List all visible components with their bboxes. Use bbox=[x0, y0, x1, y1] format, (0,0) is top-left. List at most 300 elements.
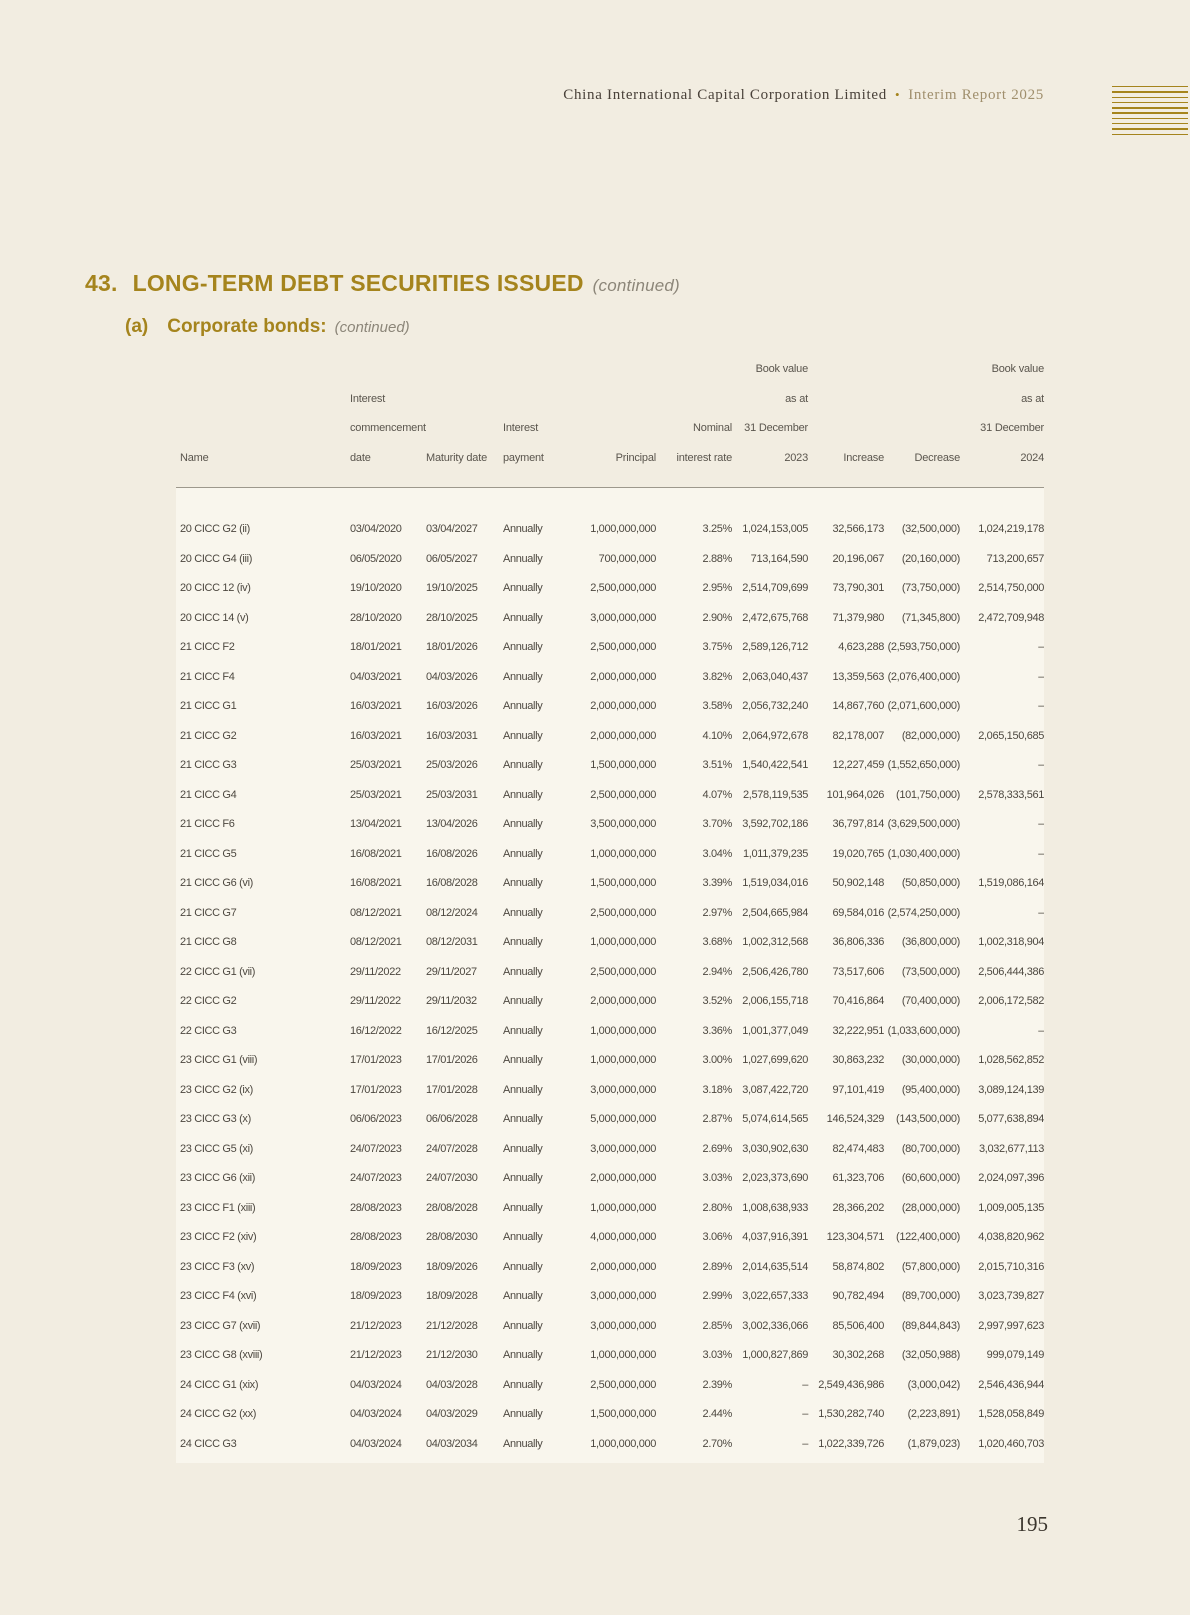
cell-nominal-interest-rate: 4.10% bbox=[702, 729, 732, 742]
section-title: LONG-TERM DEBT SECURITIES ISSUED bbox=[132, 270, 584, 296]
table-row bbox=[176, 633, 1044, 663]
corporate-bonds-table bbox=[176, 355, 1044, 1463]
table-row bbox=[176, 1046, 1044, 1076]
cell-name: 24 CICC G3 bbox=[180, 1437, 237, 1450]
cell-nominal-interest-rate: 2.88% bbox=[702, 552, 732, 565]
cell-decrease: (89,844,843) bbox=[901, 1319, 960, 1332]
cicc-lines-logo-icon bbox=[1112, 86, 1188, 139]
cell-name: 21 CICC G2 bbox=[180, 729, 237, 742]
cell-book-value-2024: – bbox=[1038, 641, 1044, 653]
cell-book-value-2023: 2,506,426,780 bbox=[742, 965, 808, 978]
cell-interest-payment: Annually bbox=[503, 1083, 543, 1096]
cell-interest-payment: Annually bbox=[503, 995, 543, 1007]
cell-nominal-interest-rate: 2.39% bbox=[702, 1378, 732, 1391]
cell-book-value-2024: 3,032,677,113 bbox=[979, 1142, 1044, 1155]
report-title: Interim Report 2025 bbox=[908, 87, 1044, 103]
cell-nominal-interest-rate: 2.87% bbox=[702, 1113, 732, 1125]
cell-maturity-date: 16/03/2026 bbox=[426, 700, 478, 712]
cell-principal: 1,000,000,000 bbox=[590, 1349, 656, 1361]
cell-principal: 2,500,000,000 bbox=[590, 582, 656, 594]
cell-book-value-2024: 2,514,750,000 bbox=[978, 582, 1044, 594]
cell-maturity-date: 08/12/2031 bbox=[426, 936, 478, 948]
cell-maturity-date: 17/01/2026 bbox=[426, 1054, 478, 1066]
cell-increase: 97,101,419 bbox=[832, 1083, 884, 1096]
cell-increase: 13,359,563 bbox=[832, 670, 884, 683]
cell-decrease: (3,629,500,000) bbox=[887, 818, 960, 830]
cell-interest-payment: Annually bbox=[503, 700, 543, 712]
cell-decrease: (20,160,000) bbox=[901, 552, 960, 565]
cell-name: 21 CICC G8 bbox=[180, 936, 237, 948]
cell-name: 23 CICC F1 (xiii) bbox=[180, 1201, 256, 1214]
cell-interest-commencement-date: 24/07/2023 bbox=[350, 1142, 402, 1155]
cell-name: 21 CICC G7 bbox=[180, 906, 237, 919]
cell-increase: 71,379,980 bbox=[832, 611, 884, 624]
cell-interest-commencement-date: 18/09/2023 bbox=[350, 1290, 402, 1302]
cell-decrease: (89,700,000) bbox=[901, 1290, 960, 1302]
cell-decrease: (57,800,000) bbox=[901, 1260, 960, 1273]
cell-interest-payment: Annually bbox=[503, 1054, 543, 1066]
cell-increase: 146,524,329 bbox=[826, 1113, 884, 1125]
cell-interest-commencement-date: 16/08/2021 bbox=[350, 877, 402, 889]
cell-book-value-2024: 3,089,124,139 bbox=[978, 1083, 1044, 1096]
cell-principal: 2,000,000,000 bbox=[590, 700, 656, 712]
cell-book-value-2024: – bbox=[1038, 1024, 1044, 1037]
cell-principal: 5,000,000,000 bbox=[590, 1113, 656, 1125]
cell-nominal-interest-rate: 2.97% bbox=[702, 906, 732, 919]
cell-maturity-date: 21/12/2028 bbox=[426, 1319, 478, 1332]
cell-increase: 82,474,483 bbox=[832, 1142, 884, 1155]
cell-decrease: (3,000,042) bbox=[907, 1378, 960, 1391]
cell-nominal-interest-rate: 2.89% bbox=[702, 1260, 732, 1273]
cell-name: 23 CICC F2 (xiv) bbox=[180, 1231, 257, 1243]
cell-interest-commencement-date: 21/12/2023 bbox=[350, 1319, 402, 1332]
cell-book-value-2023: 2,472,675,768 bbox=[742, 611, 808, 624]
section-continued-note: (continued) bbox=[592, 276, 680, 295]
column-header-increase: Increase bbox=[843, 451, 884, 464]
table-body bbox=[176, 488, 1044, 1463]
cell-maturity-date: 28/08/2028 bbox=[426, 1201, 478, 1214]
cell-increase: 85,506,400 bbox=[832, 1319, 884, 1332]
cell-interest-commencement-date: 28/10/2020 bbox=[350, 611, 402, 624]
table-row bbox=[176, 1164, 1044, 1194]
column-header-interest-commencement-date: Interest commencement date bbox=[350, 392, 426, 464]
cell-interest-commencement-date: 03/04/2020 bbox=[350, 523, 402, 535]
cell-book-value-2023: 2,063,040,437 bbox=[742, 670, 808, 683]
cell-book-value-2023: 3,592,702,186 bbox=[742, 818, 808, 830]
cell-interest-payment: Annually bbox=[503, 1260, 543, 1273]
cell-increase: 2,549,436,986 bbox=[818, 1378, 884, 1391]
cell-book-value-2023: 1,001,377,049 bbox=[742, 1024, 808, 1037]
cell-decrease: (101,750,000) bbox=[896, 788, 960, 801]
cell-book-value-2024: 2,015,710,316 bbox=[978, 1260, 1044, 1273]
cell-increase: 1,022,339,726 bbox=[818, 1437, 884, 1450]
cell-interest-commencement-date: 18/09/2023 bbox=[350, 1260, 402, 1273]
cell-principal: 2,500,000,000 bbox=[590, 965, 656, 978]
cell-name: 23 CICC G8 (xviii) bbox=[180, 1349, 263, 1361]
cell-book-value-2023: 3,030,902,630 bbox=[742, 1142, 808, 1155]
column-header-name: Name bbox=[180, 451, 209, 464]
table-row bbox=[176, 1312, 1044, 1342]
cell-interest-payment: Annually bbox=[503, 641, 543, 653]
cell-principal: 1,500,000,000 bbox=[590, 877, 656, 889]
section-number: 43. bbox=[85, 270, 118, 296]
table-row bbox=[176, 1371, 1044, 1401]
cell-interest-commencement-date: 25/03/2021 bbox=[350, 759, 402, 771]
cell-maturity-date: 24/07/2030 bbox=[426, 1172, 478, 1184]
table-row bbox=[176, 1282, 1044, 1312]
cell-maturity-date: 03/04/2027 bbox=[426, 523, 478, 535]
cell-increase: 123,304,571 bbox=[826, 1231, 884, 1243]
cell-principal: 1,000,000,000 bbox=[590, 1054, 656, 1066]
cell-book-value-2023: 1,008,638,933 bbox=[742, 1201, 808, 1214]
cell-maturity-date: 04/03/2029 bbox=[426, 1408, 478, 1420]
cell-nominal-interest-rate: 3.70% bbox=[702, 818, 732, 830]
cell-name: 21 CICC F2 bbox=[180, 641, 235, 653]
cell-book-value-2024: – bbox=[1038, 818, 1044, 830]
table-row bbox=[176, 1135, 1044, 1165]
cell-nominal-interest-rate: 3.00% bbox=[702, 1054, 732, 1066]
cell-increase: 73,517,606 bbox=[832, 965, 884, 978]
cell-name: 24 CICC G1 (xix) bbox=[180, 1378, 259, 1391]
table-row bbox=[176, 869, 1044, 899]
cell-interest-commencement-date: 29/11/2022 bbox=[350, 995, 401, 1007]
cell-maturity-date: 08/12/2024 bbox=[426, 906, 478, 919]
cell-name: 23 CICC F4 (xvi) bbox=[180, 1290, 257, 1302]
cell-book-value-2023: 4,037,916,391 bbox=[742, 1231, 808, 1243]
cell-nominal-interest-rate: 2.90% bbox=[702, 611, 732, 624]
cell-nominal-interest-rate: 2.95% bbox=[702, 582, 732, 594]
company-name: China International Capital Corporation Limited bbox=[563, 87, 887, 103]
cell-maturity-date: 04/03/2034 bbox=[426, 1437, 478, 1450]
cell-nominal-interest-rate: 2.70% bbox=[702, 1437, 732, 1450]
cell-principal: 1,000,000,000 bbox=[590, 1437, 656, 1450]
cell-increase: 12,227,459 bbox=[832, 759, 884, 771]
cell-name: 23 CICC G3 (x) bbox=[180, 1113, 251, 1125]
cell-decrease: (2,593,750,000) bbox=[887, 641, 960, 653]
table-row bbox=[176, 810, 1044, 840]
cell-interest-payment: Annually bbox=[503, 1378, 543, 1391]
cell-book-value-2023: 713,164,590 bbox=[750, 552, 808, 565]
table-row bbox=[176, 928, 1044, 958]
cell-interest-payment: Annually bbox=[503, 1349, 543, 1361]
cell-book-value-2024: 1,024,219,178 bbox=[978, 523, 1044, 535]
cell-principal: 2,500,000,000 bbox=[590, 1378, 656, 1391]
cell-interest-commencement-date: 16/12/2022 bbox=[350, 1024, 402, 1037]
cell-name: 20 CICC 12 (iv) bbox=[180, 582, 251, 594]
cell-principal: 2,000,000,000 bbox=[590, 729, 656, 742]
cell-principal: 2,500,000,000 bbox=[590, 788, 656, 801]
cell-name: 20 CICC G4 (iii) bbox=[180, 552, 253, 565]
cell-interest-commencement-date: 16/08/2021 bbox=[350, 847, 402, 860]
cell-interest-payment: Annually bbox=[503, 582, 543, 594]
cell-maturity-date: 18/01/2026 bbox=[426, 641, 478, 653]
cell-increase: 32,566,173 bbox=[832, 523, 884, 535]
table-row bbox=[176, 1223, 1044, 1253]
cell-nominal-interest-rate: 3.75% bbox=[702, 641, 732, 653]
table-row bbox=[176, 1017, 1044, 1047]
cell-maturity-date: 19/10/2025 bbox=[426, 582, 478, 594]
cell-name: 21 CICC G6 (vi) bbox=[180, 877, 253, 889]
cell-name: 23 CICC G2 (ix) bbox=[180, 1083, 253, 1096]
cell-interest-commencement-date: 16/03/2021 bbox=[350, 729, 402, 742]
cell-decrease: (1,030,400,000) bbox=[887, 847, 960, 860]
cell-book-value-2023: 5,074,614,565 bbox=[742, 1113, 808, 1125]
cell-increase: 50,902,148 bbox=[832, 877, 884, 889]
cell-increase: 30,302,268 bbox=[832, 1349, 884, 1361]
cell-decrease: (73,500,000) bbox=[901, 965, 960, 978]
cell-book-value-2024: 2,997,997,623 bbox=[978, 1319, 1044, 1332]
table-row bbox=[176, 515, 1044, 545]
cell-name: 21 CICC G3 bbox=[180, 759, 237, 771]
cell-maturity-date: 04/03/2026 bbox=[426, 670, 478, 683]
cell-book-value-2023: 2,023,373,690 bbox=[742, 1172, 808, 1184]
cell-interest-payment: Annually bbox=[503, 788, 543, 801]
cell-maturity-date: 18/09/2028 bbox=[426, 1290, 478, 1302]
cell-name: 20 CICC 14 (v) bbox=[180, 611, 249, 624]
cell-maturity-date: 16/08/2026 bbox=[426, 847, 478, 860]
cell-principal: 1,500,000,000 bbox=[590, 759, 656, 771]
cell-book-value-2024: 4,038,820,962 bbox=[978, 1231, 1044, 1243]
cell-nominal-interest-rate: 3.36% bbox=[702, 1024, 732, 1037]
table-row bbox=[176, 574, 1044, 604]
cell-increase: 61,323,706 bbox=[832, 1172, 884, 1184]
cell-nominal-interest-rate: 3.58% bbox=[702, 700, 732, 712]
table-row bbox=[176, 692, 1044, 722]
cell-interest-payment: Annually bbox=[503, 1290, 543, 1302]
cell-maturity-date: 17/01/2028 bbox=[426, 1083, 478, 1096]
cell-name: 21 CICC G4 bbox=[180, 788, 237, 801]
cell-book-value-2024: – bbox=[1038, 906, 1044, 919]
cell-interest-commencement-date: 24/07/2023 bbox=[350, 1172, 402, 1184]
cell-nominal-interest-rate: 2.85% bbox=[702, 1319, 732, 1332]
cell-interest-commencement-date: 21/12/2023 bbox=[350, 1349, 402, 1361]
cell-book-value-2023: – bbox=[802, 1437, 808, 1450]
cell-principal: 3,500,000,000 bbox=[590, 818, 656, 830]
cell-interest-commencement-date: 28/08/2023 bbox=[350, 1201, 402, 1214]
cell-book-value-2024: 2,506,444,386 bbox=[978, 965, 1044, 978]
cell-nominal-interest-rate: 2.94% bbox=[702, 965, 732, 978]
cell-decrease: (122,400,000) bbox=[896, 1231, 960, 1243]
cell-interest-payment: Annually bbox=[503, 818, 543, 830]
cell-increase: 101,964,026 bbox=[826, 788, 884, 801]
cell-interest-payment: Annually bbox=[503, 906, 543, 919]
subsection-continued-note: (continued) bbox=[334, 319, 410, 336]
cell-book-value-2023: 1,540,422,541 bbox=[742, 759, 808, 771]
cell-book-value-2023: 2,578,119,535 bbox=[743, 788, 808, 801]
cell-decrease: (28,000,000) bbox=[901, 1201, 960, 1214]
cell-interest-payment: Annually bbox=[503, 1201, 543, 1214]
cell-nominal-interest-rate: 2.80% bbox=[702, 1201, 732, 1214]
cell-maturity-date: 04/03/2028 bbox=[426, 1378, 478, 1391]
subsection-title: Corporate bonds: bbox=[167, 316, 327, 337]
cell-book-value-2024: – bbox=[1038, 700, 1044, 712]
cell-maturity-date: 28/08/2030 bbox=[426, 1231, 478, 1243]
cell-name: 22 CICC G3 bbox=[180, 1024, 237, 1037]
cell-nominal-interest-rate: 3.52% bbox=[702, 995, 732, 1007]
cell-increase: 70,416,864 bbox=[832, 995, 884, 1007]
cell-nominal-interest-rate: 2.99% bbox=[702, 1290, 732, 1302]
report-header bbox=[563, 87, 1044, 104]
cell-book-value-2023: 1,027,699,620 bbox=[742, 1054, 808, 1066]
table-row bbox=[176, 751, 1044, 781]
cell-increase: 69,584,016 bbox=[832, 906, 884, 919]
cell-book-value-2024: 1,002,318,904 bbox=[978, 936, 1044, 948]
cell-name: 21 CICC G5 bbox=[180, 847, 237, 860]
cell-name: 22 CICC G2 bbox=[180, 995, 237, 1007]
table-row bbox=[176, 899, 1044, 929]
cell-book-value-2024: 5,077,638,894 bbox=[978, 1113, 1044, 1125]
cell-principal: 3,000,000,000 bbox=[590, 1083, 656, 1096]
cell-nominal-interest-rate: 3.39% bbox=[702, 877, 732, 889]
cell-nominal-interest-rate: 3.51% bbox=[702, 759, 732, 771]
cell-decrease: (32,050,988) bbox=[901, 1349, 960, 1361]
cell-interest-commencement-date: 06/06/2023 bbox=[350, 1113, 402, 1125]
cell-principal: 1,000,000,000 bbox=[590, 1201, 656, 1214]
cell-interest-commencement-date: 19/10/2020 bbox=[350, 582, 402, 594]
cell-book-value-2024: 999,079,149 bbox=[986, 1349, 1044, 1361]
cell-interest-payment: Annually bbox=[503, 1408, 543, 1420]
table-row bbox=[176, 604, 1044, 634]
cell-interest-payment: Annually bbox=[503, 1319, 543, 1332]
cell-increase: 58,874,802 bbox=[832, 1260, 884, 1273]
cell-book-value-2023: 2,014,635,514 bbox=[742, 1260, 808, 1273]
cell-interest-payment: Annually bbox=[503, 759, 543, 771]
cell-interest-commencement-date: 16/03/2021 bbox=[350, 700, 402, 712]
cell-maturity-date: 13/04/2026 bbox=[426, 818, 478, 830]
cell-name: 21 CICC G1 bbox=[180, 700, 237, 712]
cell-book-value-2024: 2,546,436,944 bbox=[978, 1378, 1044, 1391]
cell-name: 22 CICC G1 (vii) bbox=[180, 965, 256, 978]
cell-decrease: (2,071,600,000) bbox=[887, 700, 960, 712]
cell-decrease: (70,400,000) bbox=[901, 995, 960, 1007]
cell-interest-payment: Annually bbox=[503, 1231, 543, 1243]
cell-book-value-2023: 2,514,709,699 bbox=[742, 582, 808, 594]
cell-nominal-interest-rate: 3.82% bbox=[702, 670, 732, 683]
cell-interest-payment: Annually bbox=[503, 523, 543, 535]
table-row bbox=[176, 663, 1044, 693]
cell-interest-commencement-date: 08/12/2021 bbox=[350, 906, 402, 919]
cell-interest-payment: Annually bbox=[503, 552, 543, 565]
cell-principal: 700,000,000 bbox=[598, 552, 656, 565]
cell-name: 20 CICC G2 (ii) bbox=[180, 523, 250, 535]
table-row bbox=[176, 840, 1044, 870]
cell-principal: 2,000,000,000 bbox=[590, 1172, 656, 1184]
table-row bbox=[176, 1105, 1044, 1135]
table-row bbox=[176, 1253, 1044, 1283]
cell-principal: 1,000,000,000 bbox=[590, 936, 656, 948]
cell-increase: 36,797,814 bbox=[832, 818, 884, 830]
cell-principal: 2,500,000,000 bbox=[590, 906, 656, 919]
cell-book-value-2023: 2,064,972,678 bbox=[742, 729, 808, 742]
cell-principal: 3,000,000,000 bbox=[590, 1142, 656, 1155]
cell-interest-commencement-date: 28/08/2023 bbox=[350, 1231, 402, 1243]
cell-interest-commencement-date: 25/03/2021 bbox=[350, 788, 402, 801]
cell-decrease: (1,879,023) bbox=[907, 1437, 960, 1450]
page-number: 195 bbox=[1016, 1512, 1048, 1536]
cell-increase: 90,782,494 bbox=[832, 1290, 884, 1302]
cell-increase: 19,020,765 bbox=[832, 847, 884, 860]
column-header-interest-payment: Interest payment bbox=[503, 422, 544, 464]
cell-decrease: (2,223,891) bbox=[907, 1408, 960, 1420]
cell-maturity-date: 06/05/2027 bbox=[426, 552, 478, 565]
cell-nominal-interest-rate: 3.03% bbox=[702, 1349, 732, 1361]
cell-decrease: (82,000,000) bbox=[901, 729, 960, 742]
cell-interest-commencement-date: 04/03/2024 bbox=[350, 1408, 402, 1420]
cell-increase: 30,863,232 bbox=[832, 1054, 884, 1066]
cell-book-value-2024: 1,009,005,135 bbox=[978, 1201, 1044, 1214]
cell-principal: 1,000,000,000 bbox=[590, 1024, 656, 1037]
column-header-nominal-interest-rate: Nominal interest rate bbox=[676, 422, 732, 464]
cell-interest-commencement-date: 06/05/2020 bbox=[350, 552, 402, 565]
subsection-heading bbox=[125, 316, 410, 338]
cell-nominal-interest-rate: 3.03% bbox=[702, 1172, 732, 1184]
cell-interest-payment: Annually bbox=[503, 611, 543, 624]
cell-increase: 32,222,951 bbox=[832, 1024, 884, 1037]
cell-nominal-interest-rate: 3.25% bbox=[702, 523, 732, 535]
cell-name: 23 CICC G6 (xii) bbox=[180, 1172, 256, 1184]
cell-increase: 73,790,301 bbox=[832, 582, 884, 594]
cell-name: 23 CICC F3 (xv) bbox=[180, 1260, 255, 1273]
cell-principal: 2,000,000,000 bbox=[590, 670, 656, 683]
cell-book-value-2024: – bbox=[1038, 847, 1044, 860]
cell-book-value-2024: 1,020,460,703 bbox=[978, 1437, 1044, 1450]
table-row bbox=[176, 781, 1044, 811]
cell-decrease: (143,500,000) bbox=[896, 1113, 960, 1125]
cell-interest-commencement-date: 29/11/2022 bbox=[350, 965, 401, 978]
cell-name: 23 CICC G1 (viii) bbox=[180, 1054, 258, 1066]
cell-principal: 2,000,000,000 bbox=[590, 995, 656, 1007]
cell-principal: 3,000,000,000 bbox=[590, 1290, 656, 1302]
cell-maturity-date: 25/03/2031 bbox=[426, 788, 478, 801]
cell-decrease: (30,000,000) bbox=[901, 1054, 960, 1066]
cell-nominal-interest-rate: 2.69% bbox=[702, 1142, 732, 1155]
cell-book-value-2024: 2,006,172,582 bbox=[978, 995, 1044, 1007]
cell-maturity-date: 28/10/2025 bbox=[426, 611, 478, 624]
cell-name: 24 CICC G2 (xx) bbox=[180, 1408, 257, 1420]
cell-decrease: (2,076,400,000) bbox=[887, 670, 960, 683]
table-row bbox=[176, 987, 1044, 1017]
cell-increase: 1,530,282,740 bbox=[818, 1408, 884, 1420]
cell-principal: 2,000,000,000 bbox=[590, 1260, 656, 1273]
cell-interest-commencement-date: 04/03/2021 bbox=[350, 670, 402, 683]
cell-book-value-2023: 1,011,379,235 bbox=[743, 847, 808, 860]
table-row bbox=[176, 1400, 1044, 1430]
cell-principal: 3,000,000,000 bbox=[590, 611, 656, 624]
cell-book-value-2023: 1,519,034,016 bbox=[742, 877, 808, 889]
cell-principal: 2,500,000,000 bbox=[590, 641, 656, 653]
cell-interest-commencement-date: 17/01/2023 bbox=[350, 1054, 402, 1066]
table-row bbox=[176, 1430, 1044, 1460]
cell-decrease: (36,800,000) bbox=[901, 936, 960, 948]
cell-increase: 20,196,067 bbox=[832, 552, 884, 565]
cell-interest-payment: Annually bbox=[503, 847, 543, 860]
column-header-book-value-2024: Book value as at 31 December 2024 bbox=[980, 363, 1044, 464]
cell-name: 23 CICC G7 (xvii) bbox=[180, 1319, 261, 1332]
cell-decrease: (60,600,000) bbox=[901, 1172, 960, 1184]
cell-decrease: (32,500,000) bbox=[901, 523, 960, 535]
cell-name: 21 CICC F6 bbox=[180, 818, 235, 830]
cell-interest-commencement-date: 17/01/2023 bbox=[350, 1083, 402, 1096]
cell-maturity-date: 06/06/2028 bbox=[426, 1113, 478, 1125]
cell-principal: 1,500,000,000 bbox=[590, 1408, 656, 1420]
subsection-letter: (a) bbox=[125, 316, 149, 337]
cell-book-value-2023: 1,002,312,568 bbox=[742, 936, 808, 948]
cell-principal: 3,000,000,000 bbox=[590, 1319, 656, 1332]
cell-nominal-interest-rate: 3.06% bbox=[702, 1231, 732, 1243]
cell-interest-commencement-date: 08/12/2021 bbox=[350, 936, 402, 948]
cell-decrease: (50,850,000) bbox=[901, 877, 960, 889]
cell-nominal-interest-rate: 2.44% bbox=[702, 1408, 732, 1420]
